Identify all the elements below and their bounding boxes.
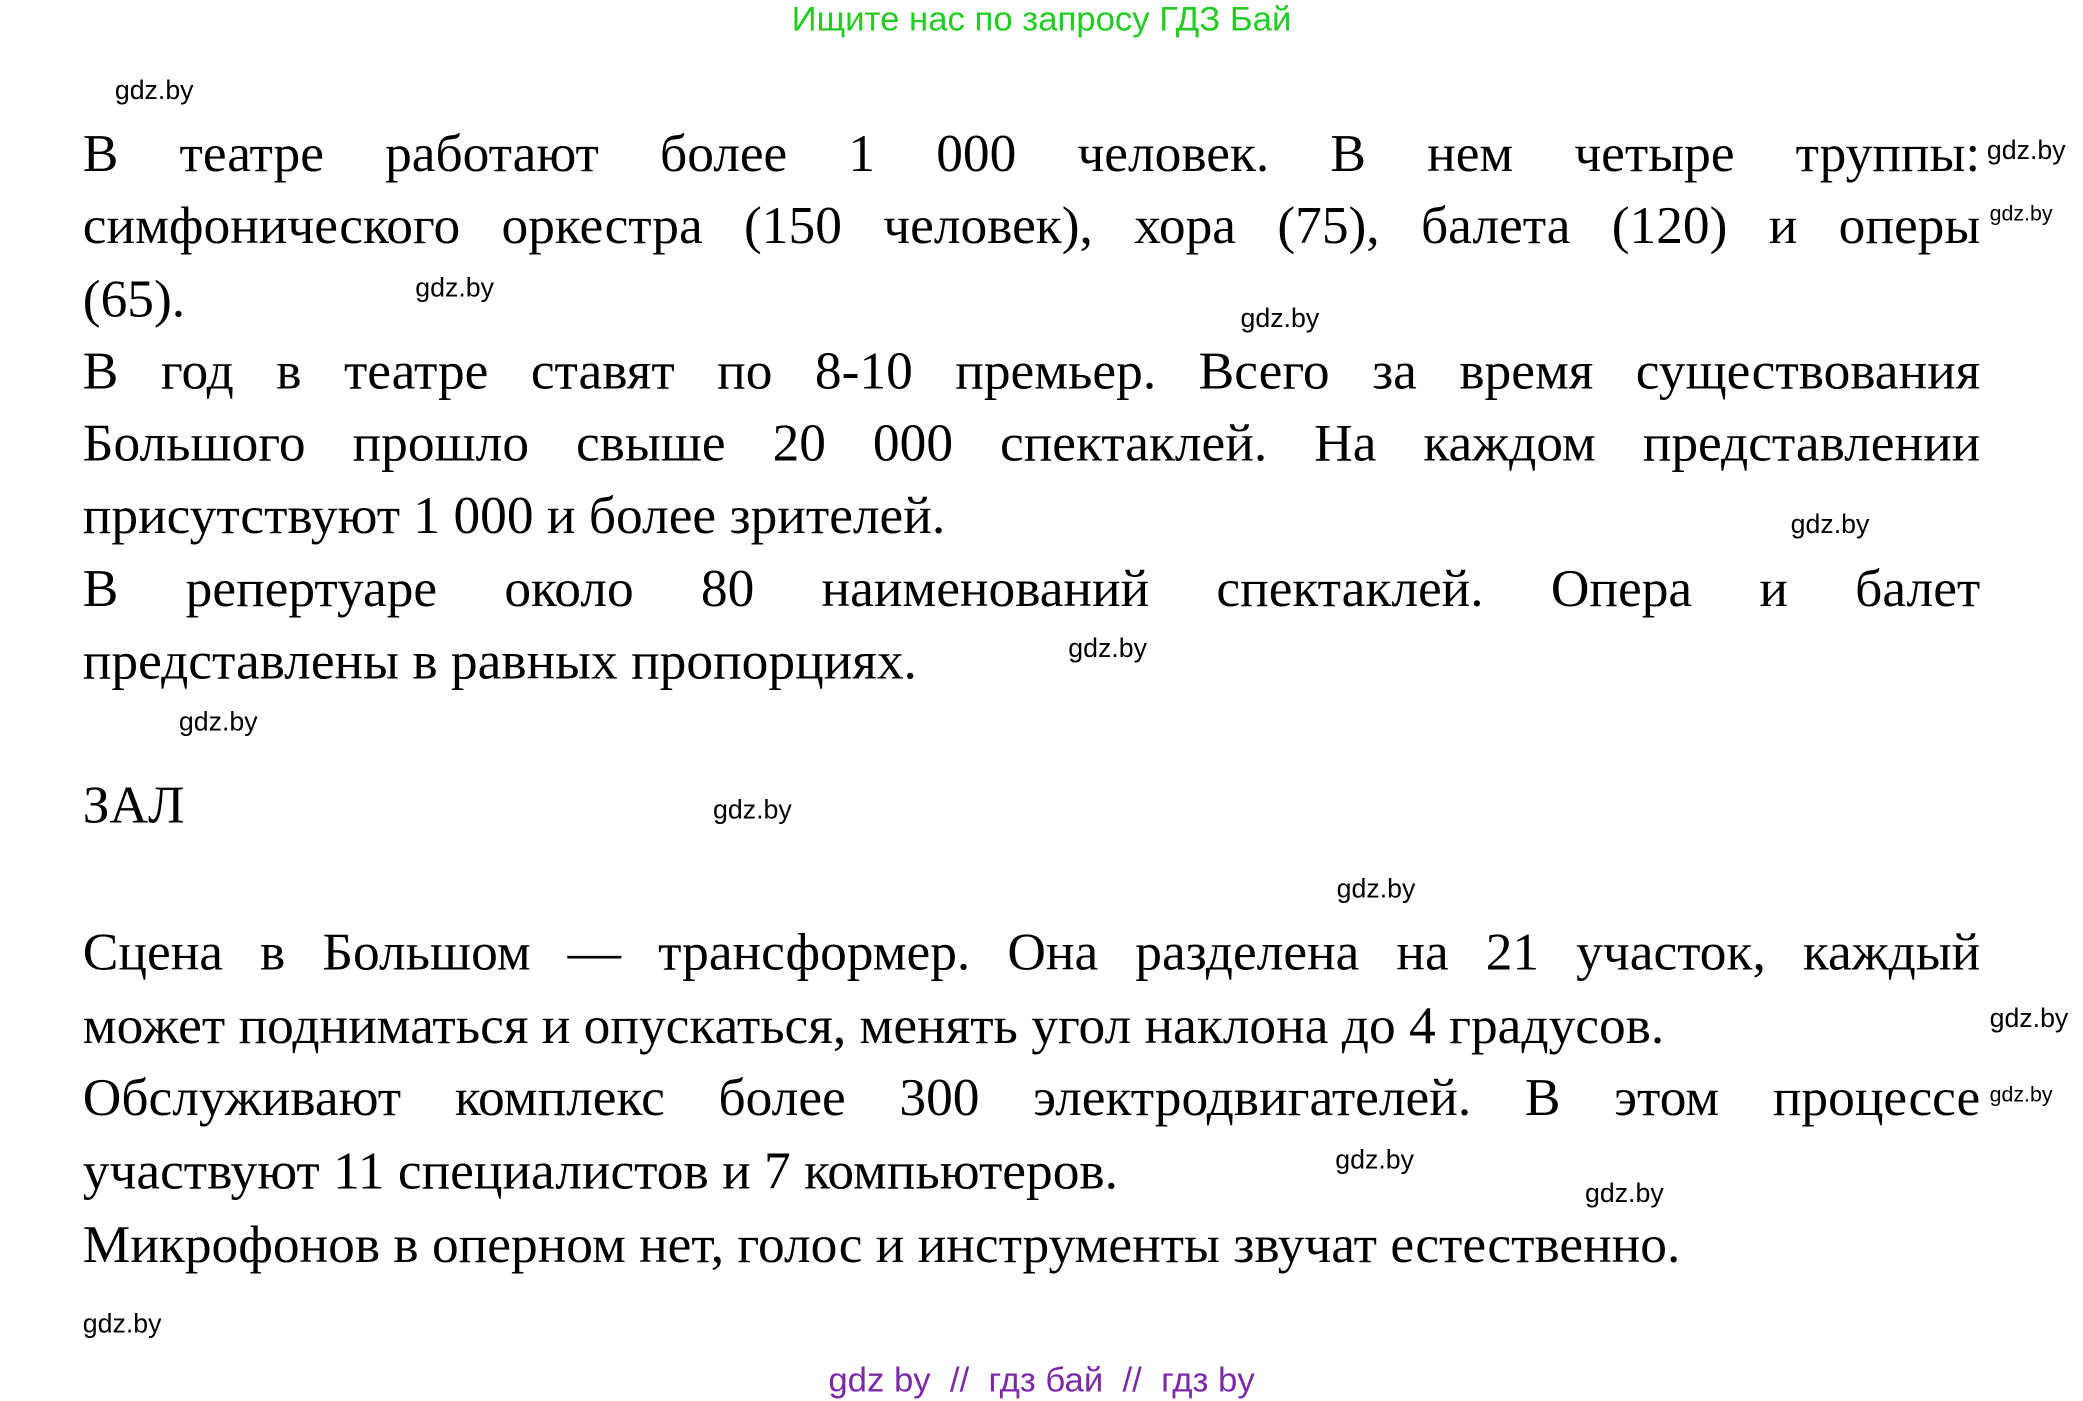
text-line: Большого прошло свыше 20 000 спектаклей. На каждом представлении bbox=[82, 412, 1981, 473]
watermark: gdz.by bbox=[1989, 1004, 2069, 1034]
watermark: gdz.by bbox=[114, 76, 194, 106]
text-line: симфонического оркестра (150 человек), хора (75), балета (120) и оперы bbox=[82, 194, 1981, 256]
watermark: gdz.by bbox=[1989, 1084, 2053, 1107]
watermark: gdz.by bbox=[82, 1309, 162, 1340]
text-line: Микрофонов в оперном нет, голос и инструменты звучат естественно. bbox=[82, 1213, 1681, 1274]
text-line: присутствуют 1 000 и более зрителей. bbox=[82, 484, 946, 545]
footer-links: gdz by // гдз бай // гдз by bbox=[828, 1359, 1255, 1400]
watermark: gdz.by bbox=[1240, 304, 1320, 334]
text-line: может подниматься и опускаться, менять угол наклона до 4 градусов. bbox=[82, 994, 1665, 1055]
watermark: gdz.by bbox=[178, 707, 258, 738]
header-banner: Ищите нас по запросу ГДЗ Бай bbox=[791, 0, 1292, 39]
section-title: ЗАЛ bbox=[82, 774, 185, 835]
text-line: Сцена в Большом — трансформер. Она разделена на 21 участок, каждый bbox=[82, 921, 1981, 982]
text-line: В театре работают более 1 000 человек. В нем четыре труппы: bbox=[82, 122, 1981, 183]
watermark: gdz.by bbox=[415, 273, 494, 304]
text-line: В год в театре ставят по 8-10 премьер. Всего за время существования bbox=[82, 340, 1981, 401]
text-line: участвуют 11 специалистов и 7 компьютеров. bbox=[82, 1140, 1119, 1201]
watermark: gdz.by bbox=[1585, 1179, 1664, 1209]
watermark: gdz.by bbox=[1989, 202, 2053, 226]
text-line: В репертуаре около 80 наименований спектаклей. Опера и балет bbox=[82, 558, 1981, 619]
watermark: gdz.by bbox=[1790, 510, 1870, 540]
watermark: gdz.by bbox=[1336, 874, 1416, 904]
watermark: gdz.by bbox=[1068, 634, 1147, 664]
text-line: Обслуживают комплекс более 300 электродвигателей. В этом процессе bbox=[82, 1066, 1981, 1127]
text-line: (65). bbox=[82, 268, 186, 329]
watermark: gdz.by bbox=[713, 795, 792, 826]
watermark: gdz.by bbox=[1986, 136, 2066, 166]
text-line: представлены в равных пропорциях. bbox=[82, 630, 917, 691]
watermark: gdz.by bbox=[1335, 1145, 1414, 1176]
